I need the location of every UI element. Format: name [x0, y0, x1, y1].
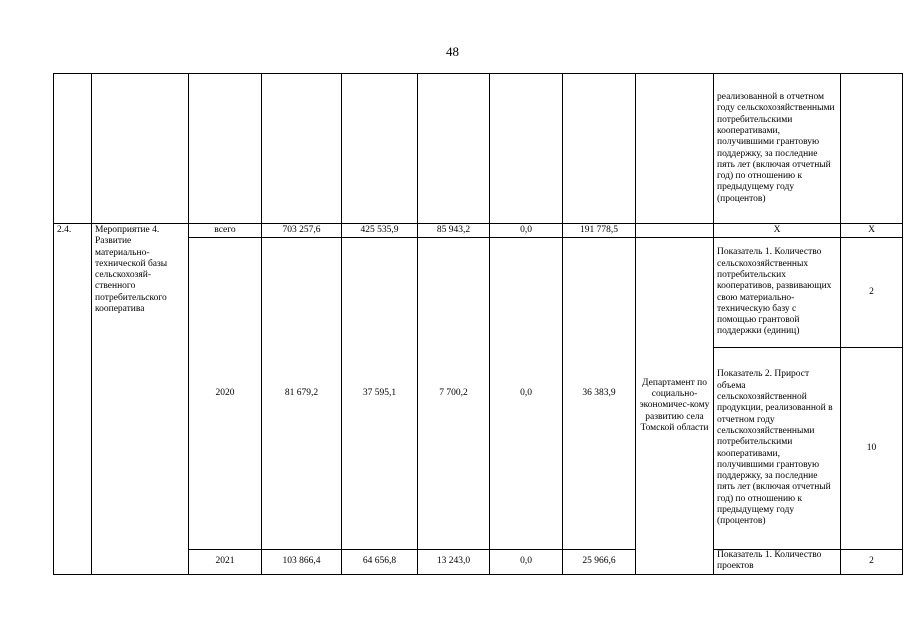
table-row-total — [54, 224, 903, 238]
cell-value-1: 2 — [841, 238, 903, 348]
cell-indicator-1: Показатель 1. Количество проектов — [714, 550, 841, 575]
cell-federal: 37 595,1 — [342, 238, 418, 550]
cell-num: 2.4. — [54, 224, 92, 575]
cell-indicator-2: Показатель 2. Прирост объема сельскохозяйственной продукции, реализованной в отчетном году сельскохозяйственными потребительскими кооперативами, получившими грантовую поддержку, за последние пять лет (включая отчетный год) по отношению к предыдущему году (процентов) — [714, 348, 841, 550]
cell-executor — [636, 224, 714, 238]
cell-federal: 64 656,8 — [342, 550, 418, 575]
cell-year: 2021 — [189, 550, 262, 575]
cell-regional: 7 700,2 — [418, 238, 490, 550]
cell-indicator-1: Показатель 1. Количество сельскохозяйственных потребительских кооперативов, развивающих свою материально-техническую базу с помощью грантовой поддержки (единиц) — [714, 238, 841, 348]
cell-value — [841, 74, 903, 224]
cell-year: всего — [189, 224, 262, 238]
cell-total: 103 866,4 — [262, 550, 342, 575]
cell-year: 2020 — [189, 238, 262, 550]
cell-value: Х — [841, 224, 903, 238]
program-table — [53, 73, 903, 575]
cell-local: 0,0 — [490, 224, 563, 238]
cell-local: 0,0 — [490, 550, 563, 575]
cell-value-1: 2 — [841, 550, 903, 575]
cell-total: 703 257,6 — [262, 224, 342, 238]
cell-num — [54, 74, 92, 224]
cell-extra: 25 966,6 — [563, 550, 636, 575]
page-number: 48 — [446, 44, 459, 59]
cell-federal — [342, 74, 418, 224]
cell-extra: 191 778,5 — [563, 224, 636, 238]
cell-indicator: реализованной в отчетном году сельскохозяйственными потребительскими кооперативами, получившими грантовую поддержку, за последние пять лет (включая отчетный год) по отношению к предыдущему году (процентов) — [714, 74, 841, 224]
cell-regional — [418, 74, 490, 224]
cell-year — [189, 74, 262, 224]
cell-executor — [636, 74, 714, 224]
cell-regional: 13 243,0 — [418, 550, 490, 575]
cell-total: 81 679,2 — [262, 238, 342, 550]
cell-indicator: Х — [714, 224, 841, 238]
cell-executor: Департамент по социально-экономичес-кому развитию села Томской области — [636, 238, 714, 575]
cell-regional: 85 943,2 — [418, 224, 490, 238]
cell-extra — [563, 74, 636, 224]
cell-local: 0,0 — [490, 238, 563, 550]
cell-federal: 425 535,9 — [342, 224, 418, 238]
cell-value-2: 10 — [841, 348, 903, 550]
cell-measure-name: Мероприятие 4. Развитие материально-технической базы сельскохозяй-ственного потребительского кооператива — [92, 224, 189, 575]
table-row-continuation — [54, 74, 903, 224]
cell-name — [92, 74, 189, 224]
cell-total — [262, 74, 342, 224]
cell-local — [490, 74, 563, 224]
cell-extra: 36 383,9 — [563, 238, 636, 550]
